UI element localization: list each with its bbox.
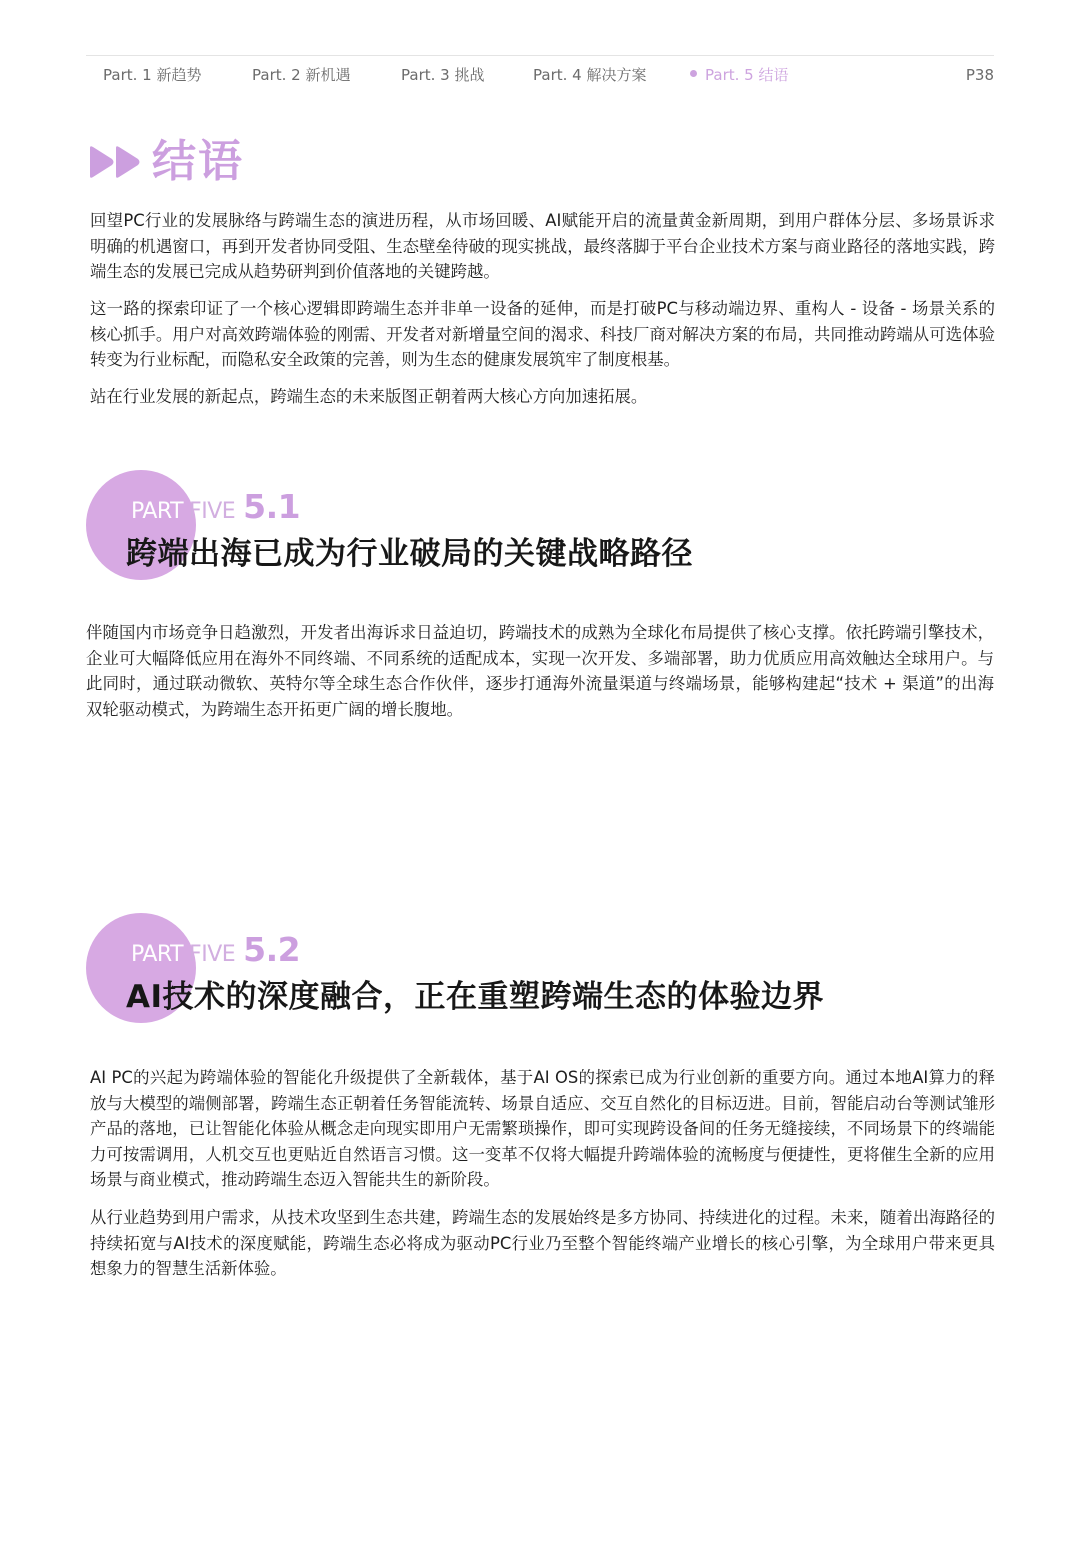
part-word: PART: [131, 942, 184, 967]
nav-item-part-5-label: Part. 5 结语: [705, 66, 789, 84]
section-5-2-paragraph-2: 从行业趋势到用户需求，从技术攻坚到生态共建，跨端生态的发展始终是多方协同、持续进化的过程。未来，随着出海路径的持续拓宽与AI技术的深度赋能，跨端生态必将成为驱动PC行业乃至整个智能终端产业增长的核心引擎，为全球用户带来更具想象力的智慧生活新体验。: [90, 1208, 995, 1278]
section-heading: AI技术的深度融合，正在重塑跨端生态的体验边界: [126, 979, 825, 1015]
five-word: FIVE: [189, 499, 236, 524]
active-dot-icon: [690, 70, 697, 77]
double-play-icon: [86, 146, 146, 178]
nav-item-part-3[interactable]: Part. 3 挑战: [401, 66, 485, 84]
nav-item-part-1[interactable]: Part. 1 新趋势: [103, 66, 202, 84]
section-part-label: [131, 487, 300, 526]
intro-paragraph-3: 站在行业发展的新起点，跨端生态的未来版图正朝着两大核心方向加速拓展。: [90, 387, 648, 406]
section-5-1-paragraph: 伴随国内市场竞争日趋激烈，开发者出海诉求日益迫切，跨端技术的成熟为全球化布局提供了核心支撑。依托跨端引擎技术，企业可大幅降低应用在海外不同终端、不同系统的适配成本，实现一次开发、多端部署，助力优质应用高效触达全球用户。与此同时，通过联动微软、英特尔等全球生态合作伙伴，逐步打通海外流量渠道与终端场景，能够构建起“技术 + 渠道”的出海双轮驱动模式，为跨端生态开拓更广阔的增长腹地。: [86, 623, 994, 719]
nav-item-part-5[interactable]: [690, 64, 788, 86]
section-part-label: [131, 930, 300, 969]
intro-paragraph-2: 这一路的探索印证了一个核心逻辑即跨端生态并非单一设备的延伸，而是打破PC与移动端边界、重构人 - 设备 - 场景关系的核心抓手。用户对高效跨端体验的刚需、开发者对新增量空间的渴求、科技厂商对解决方案的布局，共同推动跨端从可选体验转变为行业标配，而隐私安全政策的完善，则为生态的健康发展筑牢了制度根基。: [90, 299, 995, 369]
nav-item-part-2[interactable]: Part. 2 新机遇: [252, 66, 351, 84]
intro-paragraph-1: 回望PC行业的发展脉络与跨端生态的演进历程，从市场回暖、AI赋能开启的流量黄金新周期，到用户群体分层、多场景诉求明确的机遇窗口，再到开发者协同受阻、生态壁垒待破的现实挑战，最终落脚于平台企业技术方案与商业路径的落地实践，跨端生态的发展已完成从趋势研判到价值落地的关键跨越。: [90, 211, 995, 281]
section-number: 5.1: [243, 487, 301, 526]
section-heading: 跨端出海已成为行业破局的关键战略路径: [126, 536, 693, 572]
five-word: FIVE: [189, 942, 236, 967]
section-5-2-paragraph-1: AI PC的兴起为跨端体验的智能化升级提供了全新载体，基于AI OS的探索已成为行业创新的重要方向。通过本地AI算力的释放与大模型的端侧部署，跨端生态正朝着任务智能流转、场景自适应、交互自然化的目标迈进。目前，智能启动台等测试雏形产品的落地，已让智能化体验从概念走向现实即用户无需繁琐操作，即可实现跨设备间的任务无缝接续，不同场景下的终端能力可按需调用，人机交互也更贴近自然语言习惯。这一变革不仅将大幅提升跨端体验的流畅度与便捷性，更将催生全新的应用场景与商业模式，推动跨端生态迈入智能共生的新阶段。: [90, 1068, 995, 1189]
section-5-2-header: [86, 913, 994, 1025]
part-word: PART: [131, 499, 184, 524]
part-navigation: [86, 64, 994, 86]
section-5-1-header: [86, 470, 994, 582]
page-number: P38: [965, 66, 994, 84]
header-divider: [86, 55, 994, 56]
section-number: 5.2: [243, 930, 301, 969]
page-title: 结语: [152, 136, 244, 187]
nav-item-part-4[interactable]: Part. 4 解决方案: [533, 66, 647, 84]
